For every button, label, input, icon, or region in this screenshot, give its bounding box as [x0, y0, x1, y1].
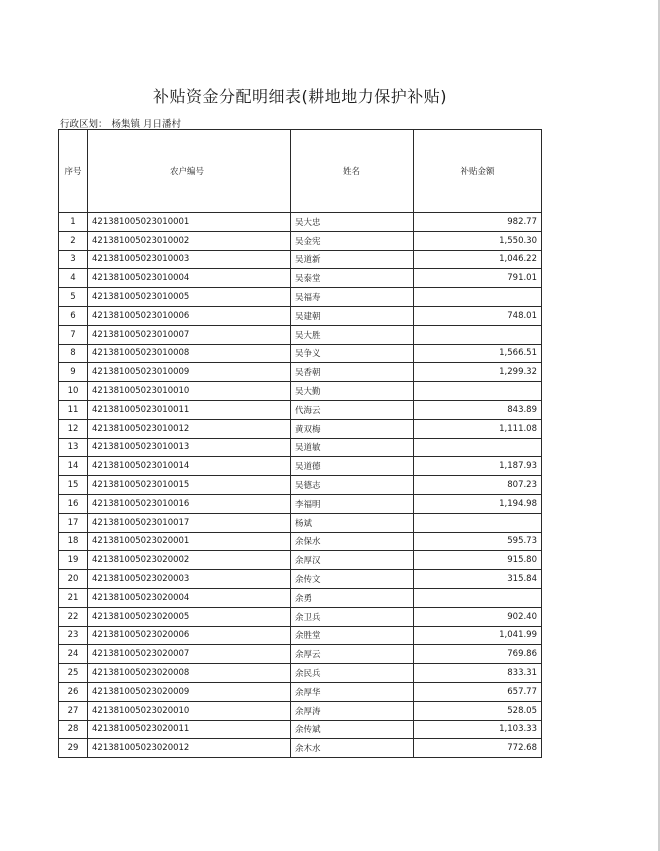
cell-amount	[414, 288, 542, 307]
header-no: 序号	[59, 130, 88, 213]
cell-household-id: 421381005023010017	[88, 513, 291, 532]
cell-household-id: 421381005023020008	[88, 664, 291, 683]
cell-no: 22	[59, 607, 88, 626]
cell-household-id: 421381005023010004	[88, 269, 291, 288]
cell-amount: 915.80	[414, 551, 542, 570]
cell-amount: 769.86	[414, 645, 542, 664]
cell-household-id: 421381005023020007	[88, 645, 291, 664]
cell-amount: 315.84	[414, 570, 542, 589]
table-row	[59, 645, 542, 664]
cell-name: 余传斌	[291, 720, 414, 739]
region-label: 行政区划：	[60, 119, 108, 130]
cell-name: 吴福寿	[291, 288, 414, 307]
cell-household-id: 421381005023010001	[88, 213, 291, 232]
table-row	[59, 701, 542, 720]
cell-no: 16	[59, 494, 88, 513]
cell-name: 余厚云	[291, 645, 414, 664]
cell-no: 25	[59, 664, 88, 683]
table-row	[59, 739, 542, 758]
table-row	[59, 532, 542, 551]
table-row	[59, 400, 542, 419]
table-row	[59, 213, 542, 232]
cell-no: 1	[59, 213, 88, 232]
cell-name: 代海云	[291, 400, 414, 419]
cell-household-id: 421381005023020005	[88, 607, 291, 626]
cell-amount: 902.40	[414, 607, 542, 626]
cell-household-id: 421381005023010010	[88, 382, 291, 401]
cell-no: 20	[59, 570, 88, 589]
cell-name: 杨斌	[291, 513, 414, 532]
table-row	[59, 664, 542, 683]
cell-no: 15	[59, 476, 88, 495]
cell-no: 29	[59, 739, 88, 758]
cell-name: 余民兵	[291, 664, 414, 683]
cell-household-id: 421381005023010006	[88, 306, 291, 325]
cell-household-id: 421381005023020010	[88, 701, 291, 720]
cell-household-id: 421381005023010005	[88, 288, 291, 307]
table-row	[59, 363, 542, 382]
cell-no: 6	[59, 306, 88, 325]
cell-household-id: 421381005023010002	[88, 231, 291, 250]
table-row	[59, 494, 542, 513]
cell-no: 5	[59, 288, 88, 307]
cell-amount: 657.77	[414, 682, 542, 701]
cell-amount: 843.89	[414, 400, 542, 419]
cell-no: 27	[59, 701, 88, 720]
cell-amount: 791.01	[414, 269, 542, 288]
cell-household-id: 421381005023010011	[88, 400, 291, 419]
table-row	[59, 457, 542, 476]
cell-name: 吴金宪	[291, 231, 414, 250]
cell-no: 2	[59, 231, 88, 250]
cell-no: 13	[59, 438, 88, 457]
cell-no: 3	[59, 250, 88, 269]
table-row	[59, 269, 542, 288]
cell-household-id: 421381005023010013	[88, 438, 291, 457]
cell-amount: 1,194.98	[414, 494, 542, 513]
header-name: 姓名	[291, 130, 414, 213]
cell-no: 26	[59, 682, 88, 701]
cell-household-id: 421381005023020004	[88, 588, 291, 607]
cell-name: 余厚汉	[291, 551, 414, 570]
cell-no: 24	[59, 645, 88, 664]
table-row	[59, 325, 542, 344]
table-row	[59, 250, 542, 269]
cell-amount	[414, 382, 542, 401]
cell-name: 余卫兵	[291, 607, 414, 626]
cell-name: 吴道德	[291, 457, 414, 476]
table-row	[59, 382, 542, 401]
subsidy-table	[58, 129, 542, 758]
cell-amount	[414, 438, 542, 457]
cell-name: 余木水	[291, 739, 414, 758]
cell-no: 23	[59, 626, 88, 645]
cell-amount: 1,187.93	[414, 457, 542, 476]
region-value: 杨集镇 月日潘村	[111, 119, 182, 130]
cell-household-id: 421381005023010003	[88, 250, 291, 269]
cell-household-id: 421381005023020001	[88, 532, 291, 551]
cell-name: 余保水	[291, 532, 414, 551]
cell-name: 吴争义	[291, 344, 414, 363]
cell-no: 17	[59, 513, 88, 532]
cell-name: 余厚涛	[291, 701, 414, 720]
cell-no: 10	[59, 382, 88, 401]
cell-household-id: 421381005023010016	[88, 494, 291, 513]
cell-household-id: 421381005023010012	[88, 419, 291, 438]
cell-amount: 748.01	[414, 306, 542, 325]
cell-amount: 1,103.33	[414, 720, 542, 739]
cell-household-id: 421381005023010009	[88, 363, 291, 382]
cell-amount	[414, 513, 542, 532]
cell-household-id: 421381005023010007	[88, 325, 291, 344]
table-row	[59, 551, 542, 570]
cell-household-id: 421381005023020003	[88, 570, 291, 589]
cell-household-id: 421381005023020009	[88, 682, 291, 701]
cell-no: 8	[59, 344, 88, 363]
cell-name: 吴泰堂	[291, 269, 414, 288]
cell-amount: 807.23	[414, 476, 542, 495]
table-row	[59, 626, 542, 645]
table-row	[59, 720, 542, 739]
cell-name: 余胜堂	[291, 626, 414, 645]
table-header	[59, 130, 542, 213]
cell-no: 21	[59, 588, 88, 607]
header-amount: 补贴金额	[414, 130, 542, 213]
table-row	[59, 288, 542, 307]
table-row	[59, 231, 542, 250]
cell-amount: 528.05	[414, 701, 542, 720]
region-line	[60, 116, 185, 130]
cell-no: 7	[59, 325, 88, 344]
cell-amount: 1,566.51	[414, 344, 542, 363]
cell-no: 11	[59, 400, 88, 419]
cell-no: 19	[59, 551, 88, 570]
header-household-id: 农户编号	[88, 130, 291, 213]
cell-amount: 1,041.99	[414, 626, 542, 645]
cell-amount: 1,046.22	[414, 250, 542, 269]
cell-amount: 1,111.08	[414, 419, 542, 438]
table-row	[59, 306, 542, 325]
cell-no: 18	[59, 532, 88, 551]
cell-amount: 1,550.30	[414, 231, 542, 250]
cell-name: 吴香朝	[291, 363, 414, 382]
cell-name: 吴道新	[291, 250, 414, 269]
cell-no: 12	[59, 419, 88, 438]
cell-name: 吴大胜	[291, 325, 414, 344]
table-row	[59, 419, 542, 438]
cell-name: 吴大忠	[291, 213, 414, 232]
cell-amount	[414, 325, 542, 344]
cell-amount	[414, 588, 542, 607]
cell-amount: 772.68	[414, 739, 542, 758]
cell-household-id: 421381005023020012	[88, 739, 291, 758]
cell-name: 余勇	[291, 588, 414, 607]
cell-household-id: 421381005023020011	[88, 720, 291, 739]
cell-amount: 595.73	[414, 532, 542, 551]
table-row	[59, 570, 542, 589]
table-row	[59, 607, 542, 626]
cell-no: 9	[59, 363, 88, 382]
cell-household-id: 421381005023020006	[88, 626, 291, 645]
table-row	[59, 588, 542, 607]
cell-no: 28	[59, 720, 88, 739]
document-title: 补贴资金分配明细表(耕地地力保护补贴)	[153, 87, 447, 106]
cell-name: 吴道敏	[291, 438, 414, 457]
cell-name: 吴德志	[291, 476, 414, 495]
cell-name: 吴建朝	[291, 306, 414, 325]
cell-household-id: 421381005023010015	[88, 476, 291, 495]
cell-amount: 982.77	[414, 213, 542, 232]
table-row	[59, 682, 542, 701]
cell-name: 李福明	[291, 494, 414, 513]
cell-no: 14	[59, 457, 88, 476]
table-row	[59, 513, 542, 532]
cell-household-id: 421381005023020002	[88, 551, 291, 570]
cell-household-id: 421381005023010008	[88, 344, 291, 363]
table-row	[59, 344, 542, 363]
cell-name: 余传文	[291, 570, 414, 589]
cell-household-id: 421381005023010014	[88, 457, 291, 476]
cell-no: 4	[59, 269, 88, 288]
cell-name: 吴大勤	[291, 382, 414, 401]
table-body	[59, 213, 542, 758]
cell-amount: 833.31	[414, 664, 542, 683]
table-row	[59, 438, 542, 457]
cell-name: 余厚华	[291, 682, 414, 701]
header-row	[59, 130, 542, 213]
cell-name: 黄双梅	[291, 419, 414, 438]
table-row	[59, 476, 542, 495]
cell-amount: 1,299.32	[414, 363, 542, 382]
